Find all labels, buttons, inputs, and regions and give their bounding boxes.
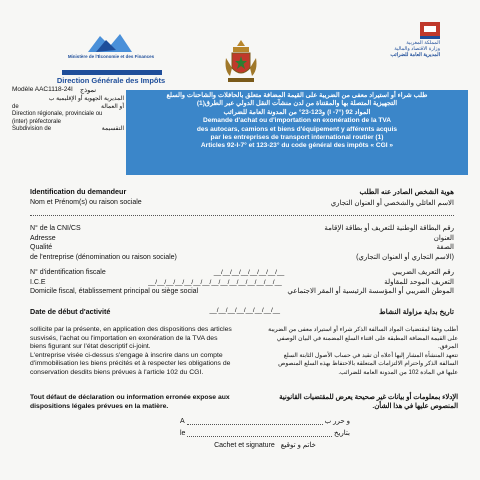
body-ar-line: السالفة الذكر واحترام الالتزامات المتعلقة بالاحتفاظ بهذه السلع المنصوص — [278, 361, 458, 368]
date-label-ar: بتاريخ — [333, 430, 350, 437]
signature-block — [180, 416, 350, 452]
body-ar-line: تتعهد المنشأة المشار إليها أعلاه أن تقيد في حساب الأصول الثابتة السلع — [283, 352, 458, 359]
start-slots[interactable]: __/__/__/__/__/__/__/__ — [209, 307, 280, 314]
field-row-ice[interactable] — [30, 278, 454, 288]
logo-direction-text: Direction Générale des Impôts — [56, 76, 166, 85]
field-row-quality[interactable] — [30, 243, 454, 253]
name-label-fr: Nom et Prénom(s) ou raison sociale — [30, 199, 142, 206]
admin-fr-4: Subdivision de — [12, 126, 52, 133]
domicile-label-ar: الموطن الضريبي أو المؤسسة الرئيسية أو المقر الاجتماعي — [287, 288, 454, 296]
body-ar-line: عليها في المادة 102 من المدونة العامة للضرائب. — [338, 369, 458, 376]
kingdom-arabic: المملكة المغربية — [406, 40, 440, 46]
title-fr-2: des autocars, camions et biens d'équipement y afférents acquis — [196, 125, 398, 133]
signature-label-ar: خاتم و توقيع — [280, 442, 316, 449]
field-row-cni[interactable] — [30, 224, 454, 234]
fields-block-1 — [30, 224, 454, 262]
admin-block — [12, 96, 124, 134]
logo-underline — [62, 70, 162, 75]
name-label-ar: الاسم العائلي والشخصي أو العنوان التجاري — [330, 200, 454, 207]
dgi-arabic: المديرية العامة للضرائب — [390, 52, 440, 58]
admin-ar-2: أو العمالة — [101, 103, 124, 110]
company-label-fr: de l'entreprise (dénomination ou raison sociale) — [30, 253, 177, 261]
name-input-line[interactable] — [30, 215, 454, 216]
ministry-arabic-header — [360, 40, 440, 58]
place-row — [180, 416, 350, 428]
ident-head-ar: هوية الشخص الصادر عنه الطلب — [359, 187, 454, 196]
field-row-if[interactable] — [30, 268, 454, 278]
address-label-fr: Adresse — [30, 234, 56, 242]
admin-ar-1: المديرية الجهوية أو الإقليمية ب — [48, 96, 124, 102]
body-fr-line: L'entreprise visée ci-dessus s'engage à inscrire dans un compte — [30, 351, 223, 359]
quality-label-fr: Qualité — [30, 244, 53, 252]
body-ar — [250, 326, 458, 378]
date-input-line[interactable] — [187, 436, 332, 437]
if-label-ar: رقم التعريف الضريبي — [392, 269, 454, 276]
place-label-ar: و حرر ب — [324, 418, 350, 425]
quality-label-ar: الصفة — [436, 244, 454, 252]
if-slots[interactable]: __/__/__/__/__/__/__/__ — [213, 269, 285, 276]
model-code: Modèle AAC1118-24I — [12, 86, 73, 93]
ice-slots[interactable]: __/__/__/__/__/__/__/__/__/__/__/__/__/__/__ — [148, 278, 282, 286]
fields-block-2 — [30, 268, 454, 297]
warning-fr-1: Tout défaut de déclaration ou information erronée expose aux — [30, 394, 230, 401]
warning-fr — [30, 394, 240, 411]
title-ar-3: المواد 92 (I -7°) و123-23° من المدونة العامة للضرائب — [223, 108, 371, 116]
field-row-address[interactable] — [30, 234, 454, 244]
field-row-company[interactable] — [30, 253, 454, 263]
domicile-label-fr: Domicile fiscal, établissement principal ou siège social — [30, 288, 199, 296]
title-ar-2: التجهيزية المتصلة بها والمقتناة من لدن منشآت النقل الدولي عبر الطرق(1) — [196, 100, 398, 108]
start-label-fr: Date de début d'activité — [30, 307, 111, 316]
warning-ar-2: المنصوص عليها في هذا الشأن. — [372, 402, 458, 410]
admin-fr-2: (inter) préfectorale — [12, 118, 62, 125]
identification-section — [30, 187, 454, 216]
title-fr-4: Articles 92-I-7° et 123-23° du code général des impôts « CGI » — [200, 142, 394, 150]
date-row — [180, 428, 350, 440]
title-ar-1: طلب شراء أو استيراد معفى من الضريبة على القيمة المضافة متعلق بالحافلات والشاحنات والسلع — [166, 92, 428, 99]
place-input-line[interactable] — [187, 424, 323, 425]
admin-ar-3: التقسيمة — [101, 126, 124, 133]
if-label-fr: N° d'identification fiscale — [30, 269, 106, 276]
signature-label-fr: Cachet et signature — [214, 442, 275, 449]
ministry-arabic: وزارة الاقتصاد والمالية — [394, 46, 440, 52]
warning-ar-1: الإدلاء بمعلومات أو بيانات غير صحيحة يعرض للمقتضيات القانونية — [279, 394, 458, 401]
admin-fr-3: de — [12, 103, 19, 110]
address-label-ar: العنوان — [433, 234, 454, 242]
dgi-logo — [52, 30, 170, 85]
body-fr-line: sollicite par la présente, en application des dispositions des articles — [30, 326, 232, 333]
body-fr-line: biens figurant sur l'état descriptif ci-joint. — [30, 343, 151, 351]
title-fr-3: par les entreprises de transport international routier (1) — [210, 134, 384, 142]
logo-ministry-text: Ministère de l'Économie et des Finances — [67, 54, 155, 59]
field-row-domicile[interactable] — [30, 287, 454, 297]
ident-head-fr: Identification du demandeur — [30, 187, 127, 196]
form-title-box — [126, 90, 468, 175]
signature-row[interactable] — [180, 440, 350, 452]
body-fr — [30, 326, 242, 378]
dgi-logo-icon — [86, 30, 134, 54]
company-label-ar: (الاسم التجاري أو العنوان التجاري) — [356, 253, 454, 261]
admin-fr-1: Direction régionale, provinciale ou — [12, 111, 103, 118]
ministry-logo-icon — [418, 18, 442, 40]
cni-label-fr: N° de la CNI/CS — [30, 225, 81, 232]
title-fr-1: Demande d'achat ou d'importation en exonération de la TVA — [202, 117, 392, 125]
ice-label-ar: التعريف الموحد للمقاولة — [384, 278, 454, 286]
body-ar-line: أطلب وفقا لمقتضيات المواد السالفة الذكر شراء أو استيراد معفى من الضريبة — [268, 327, 458, 333]
warning-fr-2: dispositions légales prévues en la matière. — [30, 402, 169, 410]
moroccan-coat-of-arms-icon — [222, 38, 260, 86]
start-label-ar: تاريخ بداية مزاولة النشاط — [379, 307, 454, 316]
model-code-arabic: نموذج — [80, 87, 97, 94]
warning-ar — [250, 394, 458, 411]
ice-label-fr: I.C.E — [30, 278, 46, 286]
body-fr-line: d'immobilisation les biens précités et à respecter les obligations de — [30, 360, 231, 368]
start-date-row — [30, 307, 454, 316]
body-ar-line: المرفق. — [438, 344, 458, 351]
cni-label-ar: رقم البطاقة الوطنية للتعريف أو بطاقة الإقامة — [324, 225, 454, 232]
body-ar-line: على القيمة المضافة المطبقة على اقتناء السلع المضمنة في البيان الوصفي — [276, 335, 458, 342]
place-label-fr: A — [180, 418, 185, 425]
body-fr-line: conservation desdits biens prévues à l'article 102 du CGI. — [30, 368, 204, 376]
date-label-fr: le — [180, 430, 186, 437]
body-fr-line: susvisés, l'achat ou l'importation en exonération de la TVA des — [30, 334, 218, 342]
